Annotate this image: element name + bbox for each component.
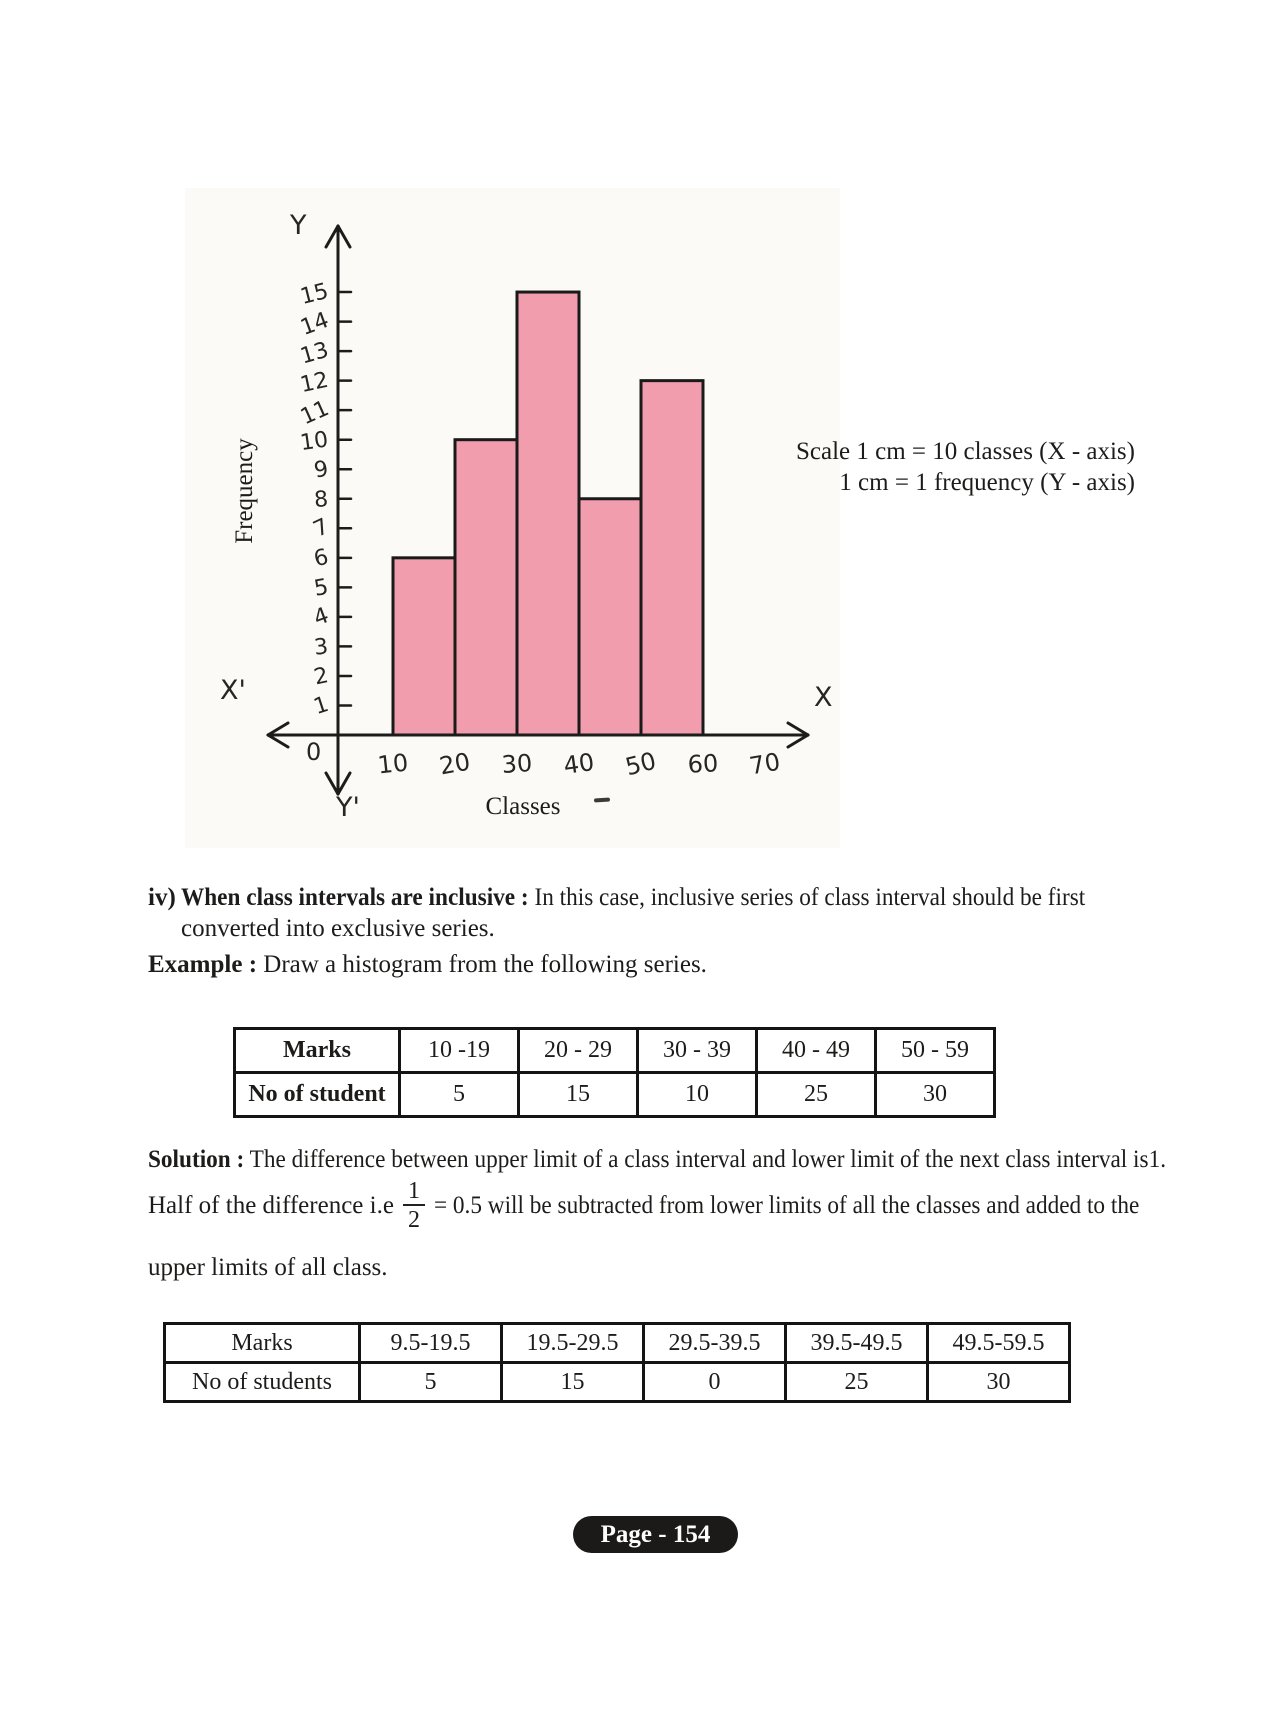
x-tick-label: 30 bbox=[500, 748, 534, 780]
scale-note-line1: Scale 1 cm = 10 classes (X - axis) bbox=[795, 438, 1135, 465]
page-number-badge: Page - 154 bbox=[573, 1516, 738, 1553]
class-interval-cell: 39.5-49.5 bbox=[786, 1324, 928, 1363]
y-tick-label: 8 bbox=[313, 487, 329, 514]
x-tick-label: 50 bbox=[622, 746, 659, 782]
solution-text: The difference between upper limit of a class interval and lower limit of the next class interval is1. bbox=[244, 1146, 1167, 1173]
histogram-bar-40-50 bbox=[579, 499, 641, 735]
class-interval-cell: 50 - 59 bbox=[876, 1029, 995, 1073]
y-tick-label: 9 bbox=[312, 456, 331, 484]
y-tick-label: 3 bbox=[312, 634, 330, 661]
x-axis-arrow bbox=[788, 735, 808, 747]
frequency-value-cell: 25 bbox=[786, 1363, 928, 1402]
frequency-value-cell: 5 bbox=[360, 1363, 502, 1402]
class-interval-cell: 30 - 39 bbox=[638, 1029, 757, 1073]
histogram-bar-30-40 bbox=[517, 292, 579, 735]
table-exclusive-series bbox=[163, 1322, 1071, 1403]
histogram-svg bbox=[190, 190, 870, 840]
table-row bbox=[235, 1073, 995, 1117]
frequency-value-cell: 15 bbox=[519, 1073, 638, 1117]
row-label-cell: Marks bbox=[165, 1324, 360, 1363]
fraction-numerator: 1 bbox=[407, 1178, 420, 1204]
row-label-cell: No of student bbox=[235, 1073, 400, 1117]
histogram-figure bbox=[190, 190, 870, 840]
table-inclusive-series bbox=[233, 1027, 996, 1118]
class-interval-cell: 9.5-19.5 bbox=[360, 1324, 502, 1363]
class-interval-cell: 19.5-29.5 bbox=[502, 1324, 644, 1363]
table-row bbox=[165, 1363, 1070, 1402]
class-interval-cell: 10 -19 bbox=[400, 1029, 519, 1073]
example-line bbox=[148, 949, 1248, 980]
y-tick-label: 4 bbox=[310, 603, 333, 632]
frequency-value-cell: 30 bbox=[928, 1363, 1070, 1402]
row-label-cell: No of students bbox=[165, 1363, 360, 1402]
y-tick-label: 14 bbox=[297, 307, 333, 341]
frequency-value-cell: 10 bbox=[638, 1073, 757, 1117]
y-tick-label: 6 bbox=[311, 544, 332, 573]
frequency-value-cell: 25 bbox=[757, 1073, 876, 1117]
class-interval-cell: 29.5-39.5 bbox=[644, 1324, 786, 1363]
x-tick-label: 20 bbox=[437, 747, 473, 781]
x-axis-arrow bbox=[788, 723, 808, 735]
x-prime-arrow bbox=[268, 723, 288, 735]
scale-note bbox=[790, 436, 1135, 498]
frequency-value-cell: 30 bbox=[876, 1073, 995, 1117]
section-iv-marker: iv) bbox=[148, 884, 176, 911]
table-row bbox=[165, 1324, 1070, 1363]
section-iv bbox=[148, 882, 1248, 944]
class-interval-cell: 49.5-59.5 bbox=[928, 1324, 1070, 1363]
half-difference-line bbox=[148, 1178, 1192, 1233]
section-iv-heading: When class intervals are inclusive : bbox=[181, 884, 529, 911]
y-axis-arrow bbox=[338, 226, 350, 247]
class-interval-cell: 20 - 29 bbox=[519, 1029, 638, 1073]
example-label: Example : bbox=[148, 951, 258, 978]
x-tick-label: 10 bbox=[376, 748, 410, 780]
upper-limits-line: upper limits of all class. bbox=[148, 1254, 388, 1281]
x-prime-axis-letter: X' bbox=[220, 675, 246, 706]
half-difference-lead: Half of the difference i.e bbox=[148, 1192, 394, 1219]
y-prime-axis-letter: Y' bbox=[336, 792, 360, 823]
frequency-value-cell: 15 bbox=[502, 1363, 644, 1402]
y-axis-title: Frequency bbox=[231, 438, 258, 544]
frequency-value-cell: 5 bbox=[400, 1073, 519, 1117]
histogram-bar-50-60 bbox=[641, 381, 703, 735]
y-axis-arrow bbox=[326, 226, 338, 247]
y-prime-arrow bbox=[338, 773, 350, 794]
y-tick-label: 5 bbox=[312, 574, 331, 602]
section-iv-body-line2: converted into exclusive series. bbox=[181, 915, 495, 942]
table-row bbox=[235, 1029, 995, 1073]
histogram-bar-20-30 bbox=[455, 440, 517, 735]
x-tick-label: 70 bbox=[747, 747, 783, 781]
example-text: Draw a histogram from the following series. bbox=[257, 951, 707, 978]
x-axis-title: Classes bbox=[485, 793, 561, 820]
y-tick-label: 11 bbox=[297, 396, 333, 431]
x-axis-letter: X bbox=[814, 682, 833, 713]
histogram-bar-10-20 bbox=[393, 558, 455, 735]
y-tick-label: 1 bbox=[310, 691, 332, 721]
y-tick-label: 10 bbox=[298, 427, 330, 457]
y-tick-label: 12 bbox=[298, 367, 331, 399]
one-half-fraction bbox=[403, 1178, 425, 1233]
frequency-value-cell: 0 bbox=[644, 1363, 786, 1402]
y-tick-label: 15 bbox=[297, 278, 332, 310]
origin-label: 0 bbox=[306, 738, 322, 766]
y-axis-letter: Y bbox=[290, 210, 307, 241]
class-interval-cell: 40 - 49 bbox=[757, 1029, 876, 1073]
scale-note-line2: 1 cm = 1 frequency (Y - axis) bbox=[839, 469, 1135, 496]
section-iv-body-line1: In this case, inclusive series of class interval should be first bbox=[528, 884, 1086, 911]
y-tick-label: 13 bbox=[297, 337, 332, 370]
y-tick-label: 2 bbox=[311, 663, 331, 691]
solution-line bbox=[148, 1144, 1268, 1175]
x-tick-label: 60 bbox=[686, 749, 719, 779]
half-difference-rest: = 0.5 will be subtracted from lower limits of all the classes and added to the bbox=[433, 1192, 1140, 1219]
y-prime-arrow bbox=[326, 773, 338, 794]
x-tick-label: 40 bbox=[561, 748, 596, 780]
y-tick-label: 7 bbox=[309, 514, 333, 543]
x-prime-arrow bbox=[268, 735, 288, 747]
row-label-cell: Marks bbox=[235, 1029, 400, 1073]
solution-label: Solution : bbox=[148, 1146, 245, 1173]
fraction-denominator: 2 bbox=[403, 1204, 425, 1233]
